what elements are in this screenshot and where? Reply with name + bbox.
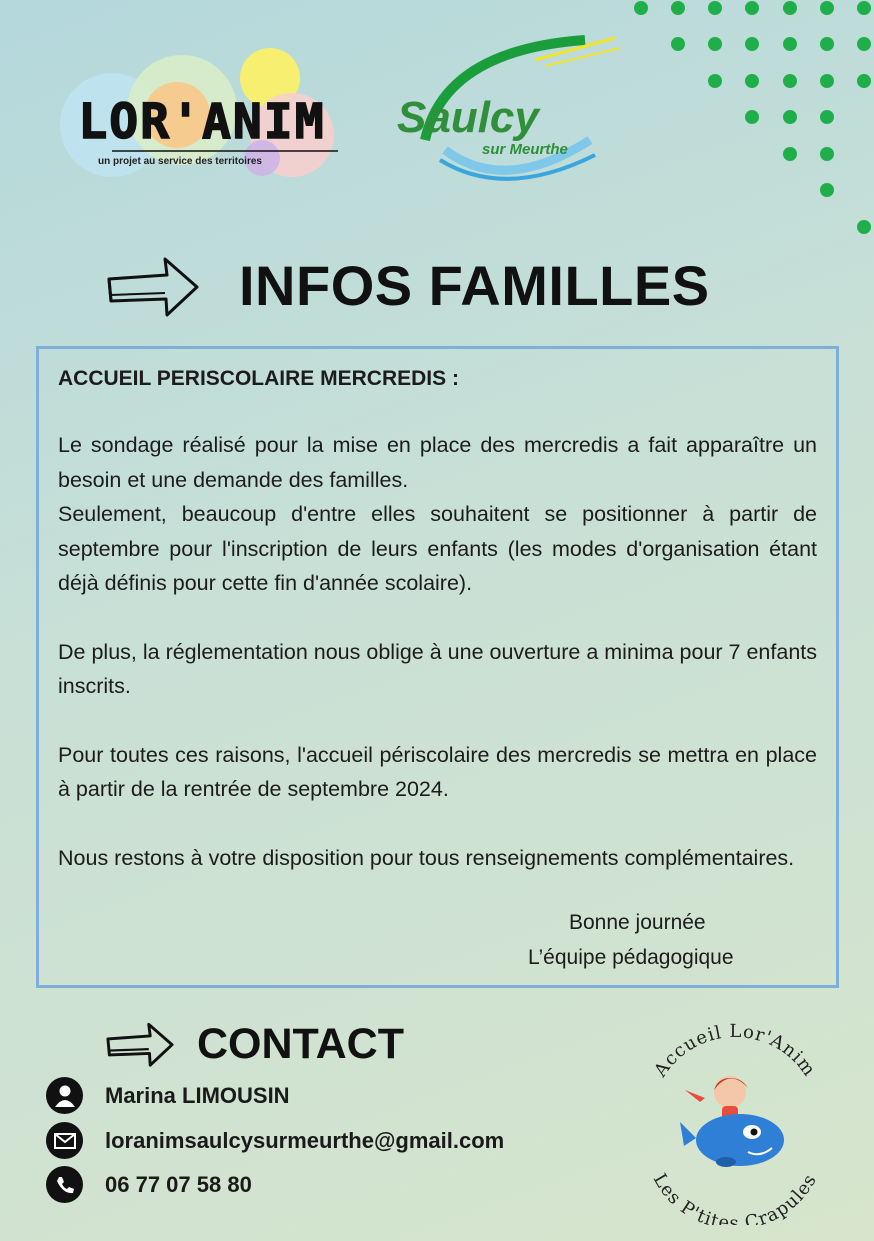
decorative-dot [671,1,685,15]
loranim-tagline: un projet au service des territoires [98,156,262,167]
decorative-dot [820,1,834,15]
decorative-dot [783,147,797,161]
decorative-dot [745,1,759,15]
contact-phone[interactable]: 06 77 07 58 80 [105,1171,252,1197]
sign-team: L’équipe pédagogique [528,946,734,969]
decorative-dot [783,74,797,88]
decorative-dot [820,183,834,197]
paragraph-reasons: Pour toutes ces raisons, l'accueil périscolaire des mercredis se mettra en place à partir de la rentrée de septembre 2024. [58,742,817,801]
decorative-dots [614,0,874,240]
decorative-dot [708,1,722,15]
saulcy-logo-text: Saulcy [397,93,539,142]
decorative-dot [820,147,834,161]
contact-title: CONTACT [197,1019,405,1068]
decorative-dot [783,37,797,51]
svg-text:Accueil Lor'Anim [649,1021,819,1082]
decorative-dot [783,110,797,124]
paragraph-availability: Nous restons à votre disposition pour tous renseignements complémentaires. [58,845,795,870]
badge-top-text: Accueil Lor'Anim [650,1020,820,1081]
info-box [36,346,839,988]
paragraph-survey: Le sondage réalisé pour la mise en place des mercredis a fait apparaître un besoin et une demande des familles. [58,433,817,492]
contact-email-row [46,1122,504,1159]
ptites-crapules-badge [630,1020,840,1225]
page-title: INFOS FAMILLES [239,254,710,317]
decorative-dot [857,220,871,234]
saulcy-logo-sub: sur Meurthe [482,141,568,158]
decorative-dot [857,74,871,88]
saulcy-logo [385,30,625,190]
contact-header [105,1018,404,1070]
decorative-dot [783,1,797,15]
decorative-dot [745,37,759,51]
decorative-dot [671,37,685,51]
contact-email[interactable]: loranimsaulcysurmeurthe@gmail.com [105,1127,505,1153]
decorative-dot [820,110,834,124]
loranim-logo-text: LOR'ANIM [78,94,326,150]
title-row [105,248,710,323]
paragraph-september: Seulement, beaucoup d'entre elles souhaitent se positionner à partir de septembre pour l'inscription de leurs enfants (les modes d'organisation étant déjà définis pour cette fin d'année scolaire). [58,502,817,595]
person-icon [46,1077,83,1114]
decorative-dot [745,110,759,124]
decorative-dot [820,74,834,88]
svg-text:Les P'tites Crapules [649,1170,821,1225]
decorative-dot [857,1,871,15]
decorative-dot [634,1,648,15]
phone-icon [46,1166,83,1203]
decorative-dot [745,74,759,88]
arrow-right-icon [105,1018,175,1070]
arrow-right-icon [105,251,201,321]
contact-phone-row [46,1166,252,1203]
decorative-dot [857,37,871,51]
decorative-dot [708,74,722,88]
paragraph-regulation: De plus, la réglementation nous oblige à une ouverture a minima pour 7 enfants inscrits. [58,639,817,698]
email-icon [46,1122,83,1159]
sign-greeting: Bonne journée [569,911,706,934]
contact-name-row [46,1077,290,1114]
section-heading: ACCUEIL PERISCOLAIRE MERCREDIS : [58,367,459,390]
contact-name: Marina LIMOUSIN [105,1082,290,1108]
badge-bottom-text: Les P'tites Crapules [648,1170,822,1225]
decorative-dot [820,37,834,51]
loranim-logo [52,40,352,190]
decorative-dot [708,37,722,51]
cartoon-kid-on-fish-icon [680,1076,784,1167]
